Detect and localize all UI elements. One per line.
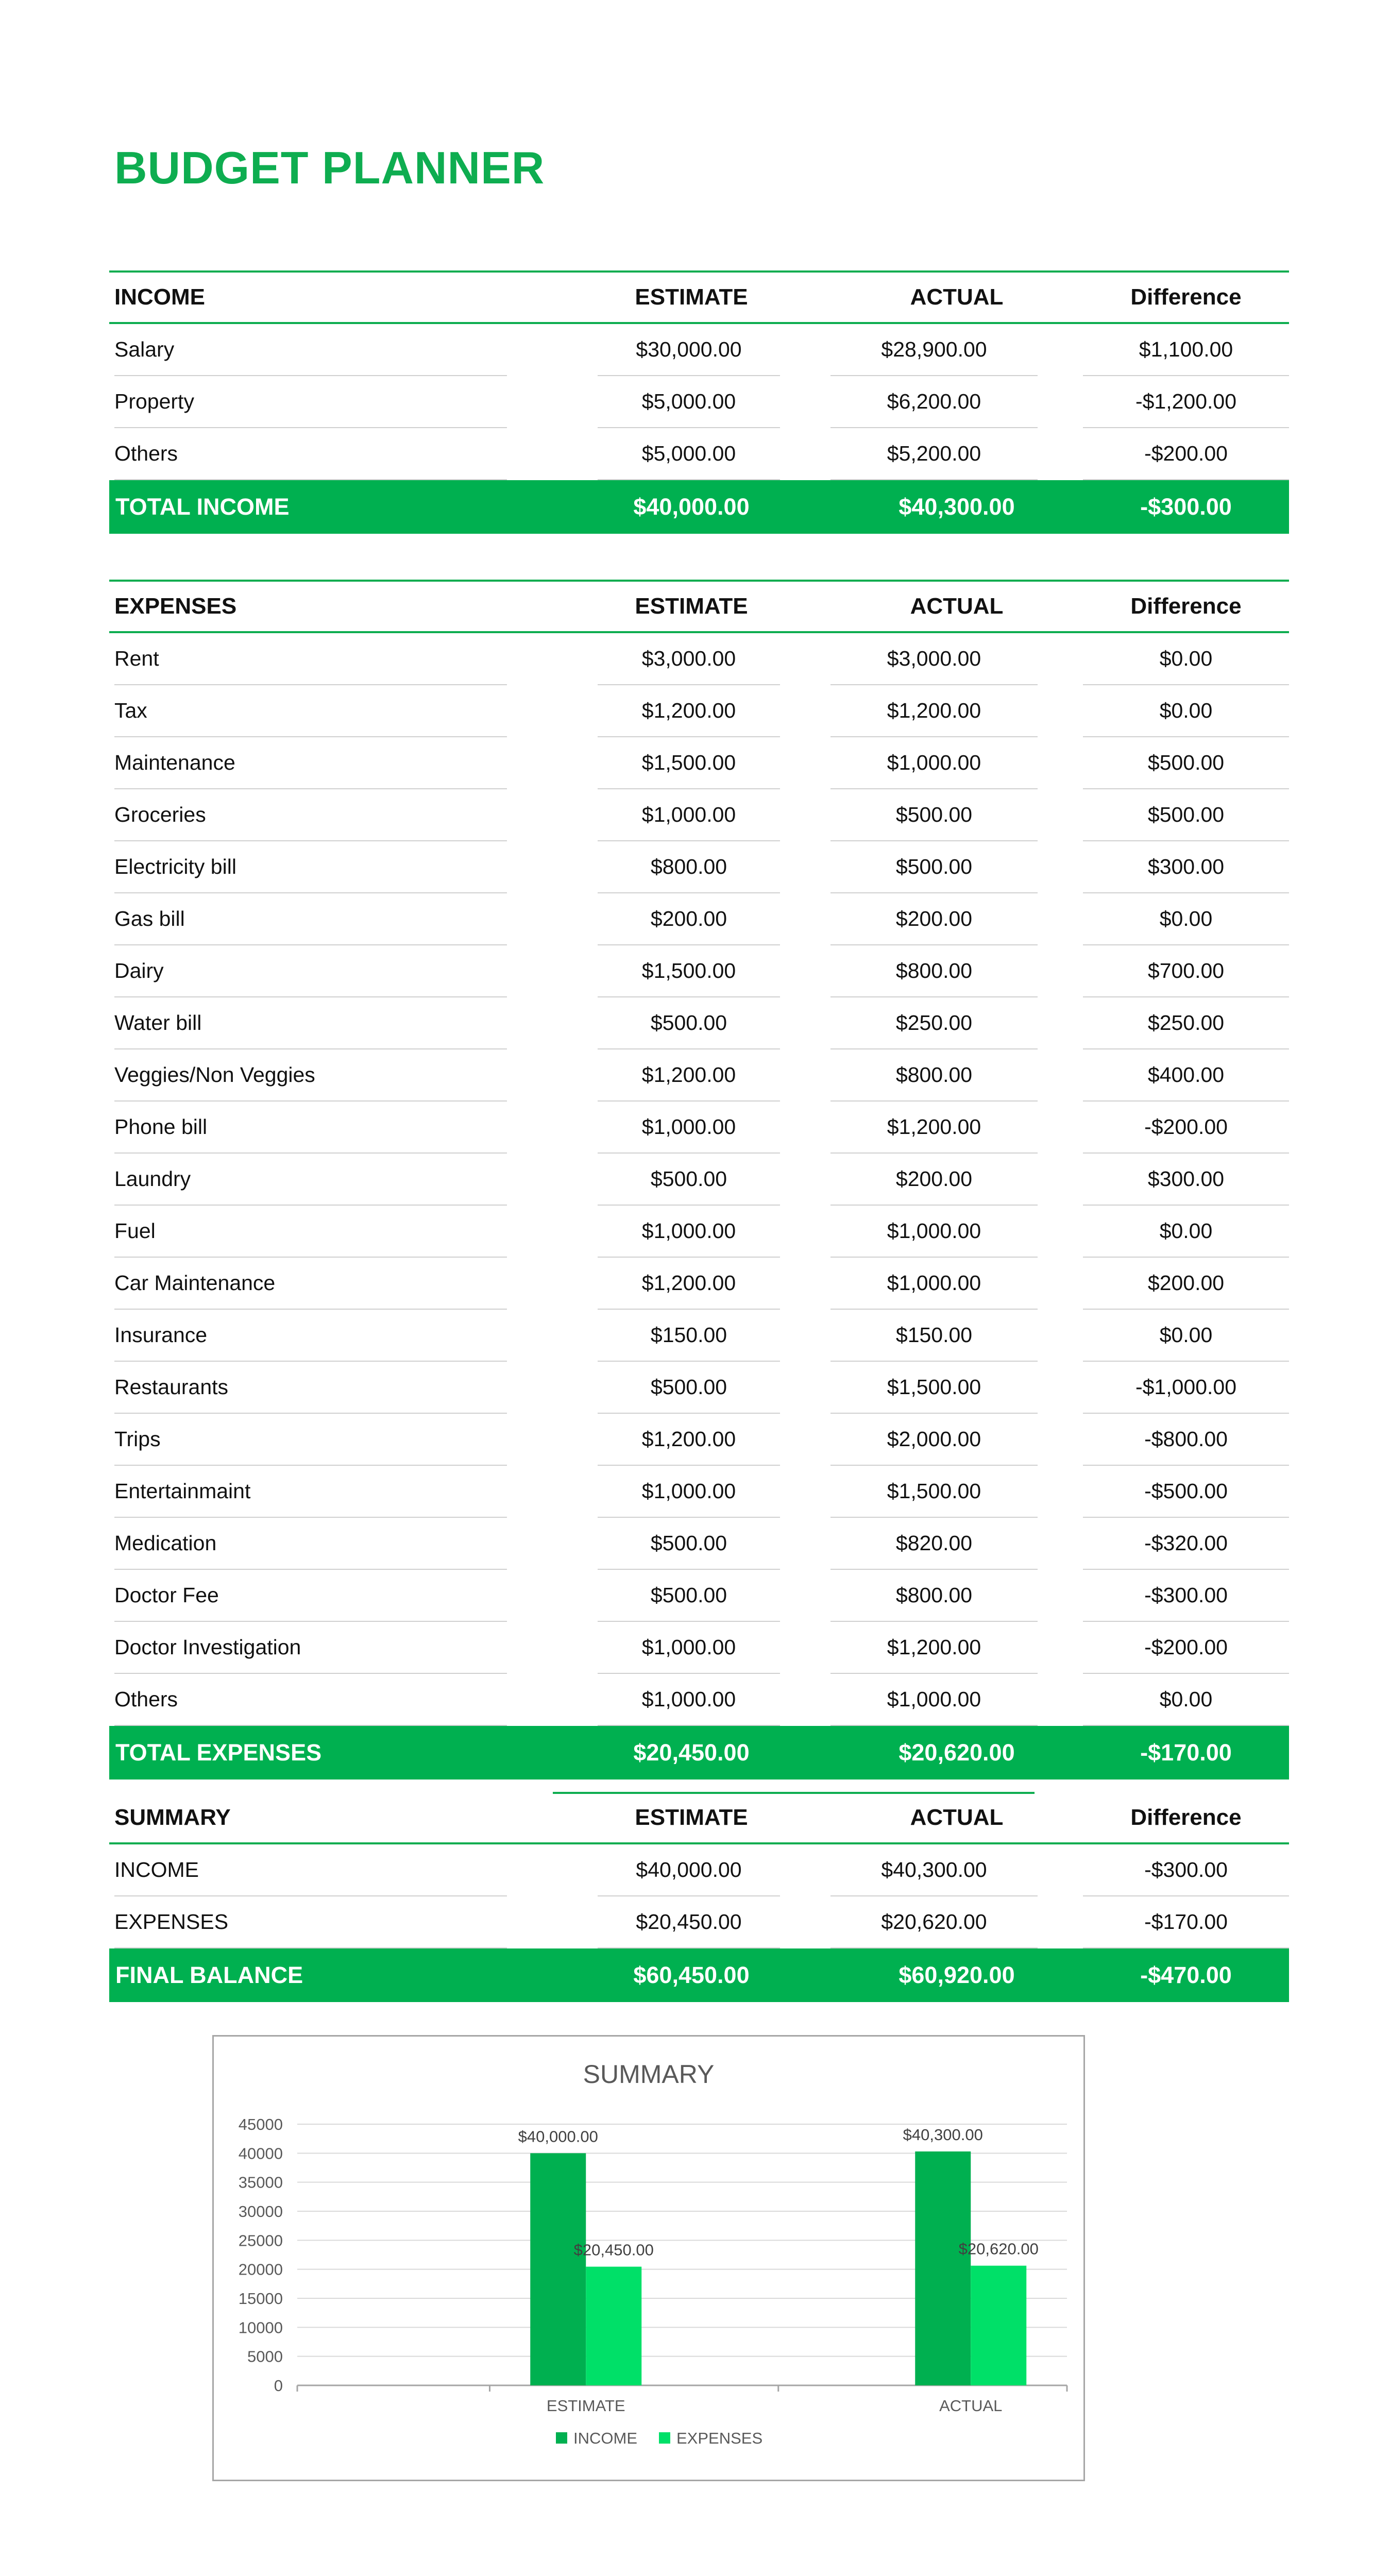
expense-difference: $500.00 [1083,737,1289,789]
expense-actual: $800.00 [830,1570,1038,1622]
expense-difference: -$200.00 [1083,1101,1289,1154]
expense-estimate: $500.00 [598,1154,780,1206]
y-tick-label: 10000 [238,2318,283,2337]
expense-row [109,632,1289,685]
expense-row [109,893,1289,945]
expense-actual: $820.00 [830,1518,1038,1570]
expense-row [109,1310,1289,1362]
data-label: $20,450.00 [573,2241,654,2259]
expense-label: Rent [114,633,507,685]
expense-actual: $1,200.00 [830,1622,1038,1674]
income-actual: $28,900.00 [830,324,1038,376]
summary-header-difference: Difference [1083,1793,1289,1843]
y-tick-label: 5000 [247,2347,283,2366]
expense-actual: $150.00 [830,1310,1038,1362]
expense-actual: $800.00 [830,945,1038,997]
y-tick-label: 30000 [238,2202,283,2221]
expenses-header-estimate: ESTIMATE [552,581,830,632]
income-difference: -$200.00 [1083,428,1289,480]
expense-label: Restaurants [114,1362,507,1414]
expense-row [109,1622,1289,1674]
summary-difference: -$170.00 [1083,1896,1289,1948]
expense-actual: $1,000.00 [830,1258,1038,1310]
total-expenses-difference: -$170.00 [1083,1726,1289,1780]
income-actual: $5,200.00 [830,428,1038,480]
y-tick-label: 35000 [238,2173,283,2192]
final-balance-row [109,1948,1289,2002]
expense-label: Tax [114,685,507,737]
income-difference: -$1,200.00 [1083,376,1289,428]
expense-estimate: $1,200.00 [598,1414,780,1466]
income-table [109,270,1289,534]
summary-label: INCOME [114,1844,507,1896]
expense-label: Phone bill [114,1101,507,1154]
expense-difference: -$1,000.00 [1083,1362,1289,1414]
expense-estimate: $150.00 [598,1310,780,1362]
expense-difference: $0.00 [1083,1674,1289,1726]
income-rows [109,323,1289,480]
expense-difference: $700.00 [1083,945,1289,997]
expense-difference: -$200.00 [1083,1622,1289,1674]
expenses-rows [109,632,1289,1726]
income-header-difference: Difference [1083,272,1289,323]
expense-label: Electricity bill [114,841,507,893]
expense-actual: $1,000.00 [830,737,1038,789]
expense-estimate: $1,000.00 [598,1622,780,1674]
total-income-label: TOTAL INCOME [109,480,552,534]
summary-header-actual: ACTUAL [830,1793,1083,1843]
total-expenses-row [109,1726,1289,1780]
expense-label: Dairy [114,945,507,997]
bar-expenses-actual [971,2266,1026,2385]
bar-income-estimate [530,2153,586,2385]
income-label: Salary [114,324,507,376]
y-tick-label: 0 [274,2377,283,2395]
summary-chart-svg [214,2037,1083,2480]
data-label: $40,300.00 [903,2125,983,2144]
expense-actual: $1,500.00 [830,1466,1038,1518]
expense-estimate: $1,000.00 [598,1466,780,1518]
expense-estimate: $1,200.00 [598,685,780,737]
summary-chart [212,2035,1085,2481]
expense-row [109,1466,1289,1518]
expense-label: Medication [114,1518,507,1570]
expense-row [109,1570,1289,1622]
expense-label: Water bill [114,997,507,1049]
data-label: $40,000.00 [518,2127,598,2146]
expense-actual: $1,000.00 [830,1674,1038,1726]
legend-label-expenses: EXPENSES [676,2429,763,2447]
expense-label: Gas bill [114,893,507,945]
expense-label: Car Maintenance [114,1258,507,1310]
expense-label: Laundry [114,1154,507,1206]
total-expenses-label: TOTAL EXPENSES [109,1726,552,1780]
expense-row [109,1154,1289,1206]
summary-row [109,1896,1289,1948]
expense-row [109,1674,1289,1726]
expense-label: Doctor Investigation [114,1622,507,1674]
expense-row [109,1101,1289,1154]
total-income-row [109,480,1289,534]
income-difference: $1,100.00 [1083,324,1289,376]
expense-row [109,737,1289,789]
expense-label: Doctor Fee [114,1570,507,1622]
total-expenses-actual: $20,620.00 [830,1726,1083,1780]
summary-difference: -$300.00 [1083,1844,1289,1896]
expense-difference: $0.00 [1083,893,1289,945]
summary-row [109,1843,1289,1896]
y-tick-label: 25000 [238,2231,283,2250]
expense-actual: $3,000.00 [830,633,1038,685]
expense-difference: $0.00 [1083,685,1289,737]
expense-estimate: $500.00 [598,1362,780,1414]
expense-estimate: $1,500.00 [598,737,780,789]
income-estimate: $5,000.00 [598,376,780,428]
expense-label: Trips [114,1414,507,1466]
expenses-header-row [109,581,1289,632]
expenses-header-label: EXPENSES [109,581,552,632]
expense-actual: $500.00 [830,789,1038,841]
final-balance-estimate: $60,450.00 [552,1948,830,2002]
expenses-header-difference: Difference [1083,581,1289,632]
summary-rows [109,1843,1289,1948]
legend-swatch-income [556,2432,567,2444]
expense-difference: $0.00 [1083,1310,1289,1362]
chart-title: SUMMARY [583,2060,715,2089]
y-tick-label: 20000 [238,2260,283,2279]
summary-header-row [109,1793,1289,1843]
expense-actual: $1,200.00 [830,685,1038,737]
expense-row [109,789,1289,841]
expense-estimate: $500.00 [598,997,780,1049]
expense-difference: $0.00 [1083,633,1289,685]
expense-row [109,945,1289,997]
expense-row [109,997,1289,1049]
income-row [109,376,1289,428]
expense-difference: -$320.00 [1083,1518,1289,1570]
expense-difference: $0.00 [1083,1206,1289,1258]
expense-row [109,1049,1289,1101]
expense-row [109,1414,1289,1466]
expense-difference: $400.00 [1083,1049,1289,1101]
expense-estimate: $1,000.00 [598,1206,780,1258]
expenses-table [109,580,1289,1780]
summary-estimate: $40,000.00 [598,1844,780,1896]
y-tick-label: 45000 [238,2115,283,2133]
expense-estimate: $3,000.00 [598,633,780,685]
total-income-estimate: $40,000.00 [552,480,830,534]
expense-difference: -$300.00 [1083,1570,1289,1622]
income-actual: $6,200.00 [830,376,1038,428]
expense-difference: $250.00 [1083,997,1289,1049]
data-label: $20,620.00 [958,2240,1039,2258]
summary-header-label: SUMMARY [109,1793,552,1843]
income-header-label: INCOME [109,272,552,323]
income-header-estimate: ESTIMATE [552,272,830,323]
final-balance-difference: -$470.00 [1083,1948,1289,2002]
legend-label-income: INCOME [573,2429,637,2447]
expense-estimate: $1,200.00 [598,1049,780,1101]
expenses-header-actual: ACTUAL [830,581,1083,632]
bar-expenses-estimate [586,2267,641,2385]
expense-estimate: $1,500.00 [598,945,780,997]
total-expenses-estimate: $20,450.00 [552,1726,830,1780]
income-header-row [109,272,1289,323]
expense-actual: $1,200.00 [830,1101,1038,1154]
income-header-actual: ACTUAL [830,272,1083,323]
expense-row [109,1258,1289,1310]
legend-swatch-expenses [659,2432,670,2444]
summary-estimate: $20,450.00 [598,1896,780,1948]
expense-actual: $200.00 [830,1154,1038,1206]
expense-row [109,1362,1289,1414]
summary-table [109,1793,1289,2002]
summary-label: EXPENSES [114,1896,507,1948]
expense-label: Veggies/Non Veggies [114,1049,507,1101]
final-balance-label: FINAL BALANCE [109,1948,552,2002]
x-tick-label: ACTUAL [939,2397,1003,2415]
income-row [109,323,1289,376]
summary-actual: $40,300.00 [830,1844,1038,1896]
total-income-difference: -$300.00 [1083,480,1289,534]
expense-actual: $2,000.00 [830,1414,1038,1466]
expense-row [109,1518,1289,1570]
expense-actual: $250.00 [830,997,1038,1049]
expense-estimate: $200.00 [598,893,780,945]
expense-actual: $500.00 [830,841,1038,893]
expense-label: Maintenance [114,737,507,789]
expense-estimate: $1,000.00 [598,1674,780,1726]
expense-label: Entertainmaint [114,1466,507,1518]
expense-estimate: $500.00 [598,1570,780,1622]
expense-difference: -$800.00 [1083,1414,1289,1466]
expense-label: Insurance [114,1310,507,1362]
expense-estimate: $1,200.00 [598,1258,780,1310]
summary-header-estimate: ESTIMATE [552,1793,830,1843]
expense-estimate: $1,000.00 [598,789,780,841]
bar-income-actual [915,2151,971,2385]
expense-estimate: $1,000.00 [598,1101,780,1154]
page-title: BUDGET PLANNER [114,142,545,193]
expense-difference: $300.00 [1083,841,1289,893]
expense-label: Groceries [114,789,507,841]
expense-estimate: $800.00 [598,841,780,893]
expense-actual: $1,000.00 [830,1206,1038,1258]
expense-difference: $500.00 [1083,789,1289,841]
income-row [109,428,1289,480]
income-estimate: $30,000.00 [598,324,780,376]
x-tick-label: ESTIMATE [546,2397,625,2415]
expense-difference: $200.00 [1083,1258,1289,1310]
expense-row [109,685,1289,737]
expense-label: Others [114,1674,507,1726]
total-income-actual: $40,300.00 [830,480,1083,534]
summary-actual: $20,620.00 [830,1896,1038,1948]
expense-actual: $800.00 [830,1049,1038,1101]
expense-row [109,841,1289,893]
expense-difference: $300.00 [1083,1154,1289,1206]
y-tick-label: 40000 [238,2144,283,2163]
expense-actual: $1,500.00 [830,1362,1038,1414]
expense-difference: -$500.00 [1083,1466,1289,1518]
expense-label: Fuel [114,1206,507,1258]
income-estimate: $5,000.00 [598,428,780,480]
y-tick-label: 15000 [238,2290,283,2308]
expense-actual: $200.00 [830,893,1038,945]
income-label: Property [114,376,507,428]
final-balance-actual: $60,920.00 [830,1948,1083,2002]
expense-row [109,1206,1289,1258]
income-label: Others [114,428,507,480]
expense-estimate: $500.00 [598,1518,780,1570]
